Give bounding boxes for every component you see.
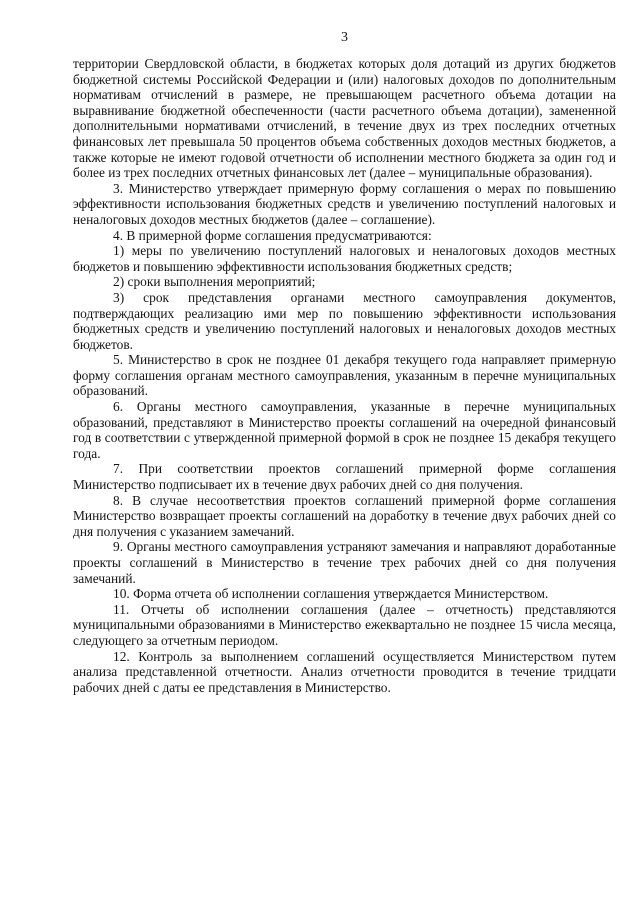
paragraph-4-item-1: 1) меры по увеличению поступлений налоговых и неналоговых доходов местных бюджетов и повышению эффективности использования бюджетных средств; — [73, 243, 616, 274]
document-page — [73, 30, 616, 695]
paragraph-12: 12. Контроль за выполнением соглашений осуществляется Министерством путем анализа представленной отчетности. Анализ отчетности проводится в течение тридцати рабочих дней с даты ее представления в Министерство. — [73, 648, 616, 695]
paragraph-8: 8. В случае несоответствия проектов соглашений примерной форме соглашения Министерство возвращает проекты соглашений на доработку в течение двух рабочих дней со дня получения с указанием замечаний. — [73, 492, 616, 539]
paragraph-continuation: территории Свердловской области, в бюджетах которых доля дотаций из других бюджетов бюджетной системы Российской Федерации и (или) налоговых доходов по дополнительным нормативам отчислений в размере, не превышающем расчетного объема дотации на выравнивание бюджетной обеспеченности (части расчетного объема дотации), замененной дополнительными нормативами отчислений, в течение двух из трех последних отчетных финансовых лет превышала 50 процентов объема собственных доходов местных бюджетов, а также которые не имеют годовой отчетности об исполнении местного бюджета за один год и более из трех последних отчетных финансовых лет (далее – муниципальные образования). — [73, 56, 616, 181]
paragraph-6: 6. Органы местного самоуправления, указанные в перечне муниципальных образований, представляют в Министерство проекты соглашений на очередной финансовый год в соответствии с утвержденной примерной формой в срок не позднее 15 декабря текущего года. — [73, 399, 616, 461]
paragraph-9: 9. Органы местного самоуправления устраняют замечания и направляют доработанные проекты соглашений в Министерство в течение трех рабочих дней со дня получения замечаний. — [73, 539, 616, 586]
paragraph-7: 7. При соответствии проектов соглашений примерной форме соглашения Министерство подписывает их в течение двух рабочих дней со дня получения. — [73, 461, 616, 493]
paragraph-3: 3. Министерство утверждает примерную форму соглашения о мерах по повышению эффективности использования бюджетных средств и увеличению поступлений налоговых и неналоговых доходов местных бюджетов (далее – соглашение). — [73, 180, 616, 227]
paragraph-4-item-3: 3) срок представления органами местного самоуправления документов, подтверждающих реализацию ими мер по повышению эффективности использования бюджетных средств и увеличению поступлений налоговых и неналоговых доходов местных бюджетов. — [73, 289, 616, 352]
paragraph-4: 4. В примерной форме соглашения предусматриваются: — [113, 227, 432, 243]
paragraph-11: 11. Отчеты об исполнении соглашения (далее – отчетность) представляются муниципальными образованиями в Министерство ежеквартально не позднее 15 числа месяца, следующего за отчетным периодом. — [73, 601, 616, 648]
paragraph-5: 5. Министерство в срок не позднее 01 декабря текущего года направляет примерную форму соглашения органам местного самоуправления, указанным в перечне муниципальных образований. — [73, 352, 616, 399]
paragraph-10: 10. Форма отчета об исполнении соглашения утверждается Министерством. — [113, 586, 549, 602]
paragraph-4-item-2: 2) сроки выполнения мероприятий; — [113, 274, 316, 290]
page-number: 3 — [341, 30, 348, 45]
